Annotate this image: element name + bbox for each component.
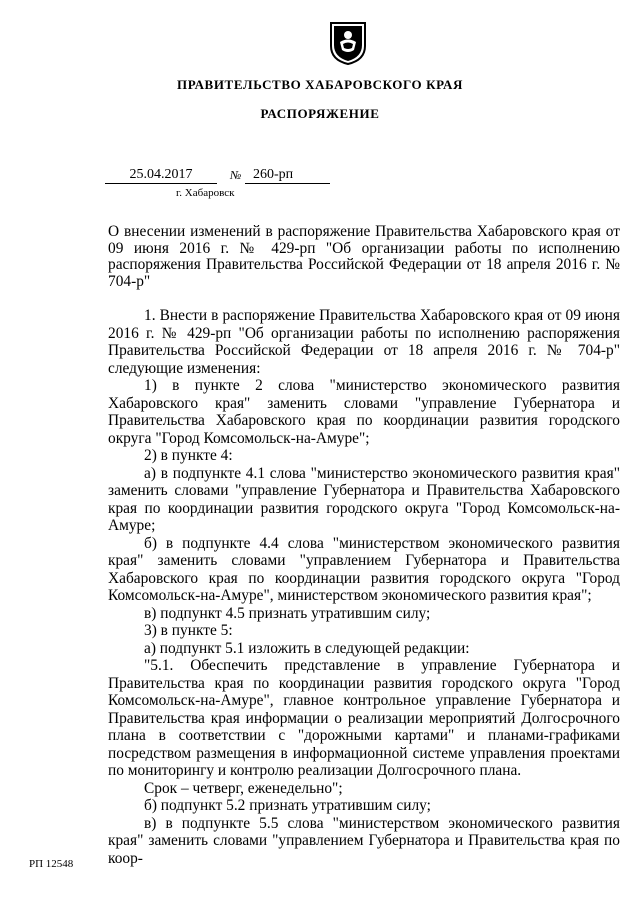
paragraph: в) подпункт 4.5 признать утратившим силу; <box>144 604 431 622</box>
document-date: 25.04.2017 <box>105 167 217 184</box>
coat-of-arms-icon <box>328 20 368 66</box>
paragraph: "5.1. Обеспечить представление в управление Губернатора и Правительства края по координации развития городского округа "Город Комсомольск-на-Амуре", главное контрольное управление Губернатора и Правительства края информации о реализации мероприятий Долгосрочного плана в соответствии с "дорожными картами" и планами-графиками посредством размещения в информационной системе управления проектами по мониторингу и контролю реализации Долгосрочного плана. <box>108 657 620 779</box>
number-sign: № <box>230 168 242 182</box>
paragraph: б) в подпункте 4.4 слова "министерством экономического развития края" заменить словами "управлением Губернатора и Правительства Хабаровского края по координации развития городского округа "Город Комсомольск-на-Амуре", министерством экономического развития края"; <box>108 534 620 604</box>
paragraph: в) в подпункте 5.5 слова "министерством экономического развития края" заменить словами "управлением Губернатора и Правительства края по коор- <box>108 814 620 867</box>
paragraph: 2) в пункте 4: <box>144 447 233 464</box>
paragraph: а) в подпункте 4.1 слова "министерство экономического развития края" заменить словами "управление Губернатора и Правительства Хабаровского края по координации развития городского округа "Город Комсомольск-на-Амуре; <box>108 464 620 534</box>
paragraph: Срок – четверг, еженедельно"; <box>144 779 343 797</box>
paragraph: а) подпункт 5.1 изложить в следующей редакции: <box>144 639 470 657</box>
document-type: РАСПОРЯЖЕНИЕ <box>260 106 380 121</box>
document-city: г. Хабаровск <box>176 187 235 199</box>
paragraph: 1. Внести в распоряжение Правительства Хабаровского края от 09 июня 2016 г. № 429-рп "Об организации работы по исполнению распоряжения Правительства Российской Федерации от 18 апреля 2016 г. № 704-р" следующие изменения: <box>108 307 620 377</box>
paragraph: б) подпункт 5.2 признать утратившим силу; <box>144 797 431 814</box>
document-body <box>108 307 620 867</box>
document-number: 260-рп <box>245 167 330 184</box>
paragraph: 1) в пункте 2 слова "министерство экономического развития Хабаровского края" заменить словами "управление Губернатора и Правительства Хабаровского края по координации развития городского округа "Город Комсомольск-на-Амуре"; <box>108 377 620 447</box>
paragraph: 3) в пункте 5: <box>144 622 233 639</box>
footer-code: РП 12548 <box>29 858 74 870</box>
document-subject: О внесении изменений в распоряжение Правительства Хабаровского края от 09 июня 2016 г. № 429-рп "Об организации работы по исполнению распоряжения Правительства Российской Федерации от 18 апреля 2016 г. № 704-р" <box>108 223 620 290</box>
organization-title: ПРАВИТЕЛЬСТВО ХАБАРОВСКОГО КРАЯ <box>176 77 463 92</box>
